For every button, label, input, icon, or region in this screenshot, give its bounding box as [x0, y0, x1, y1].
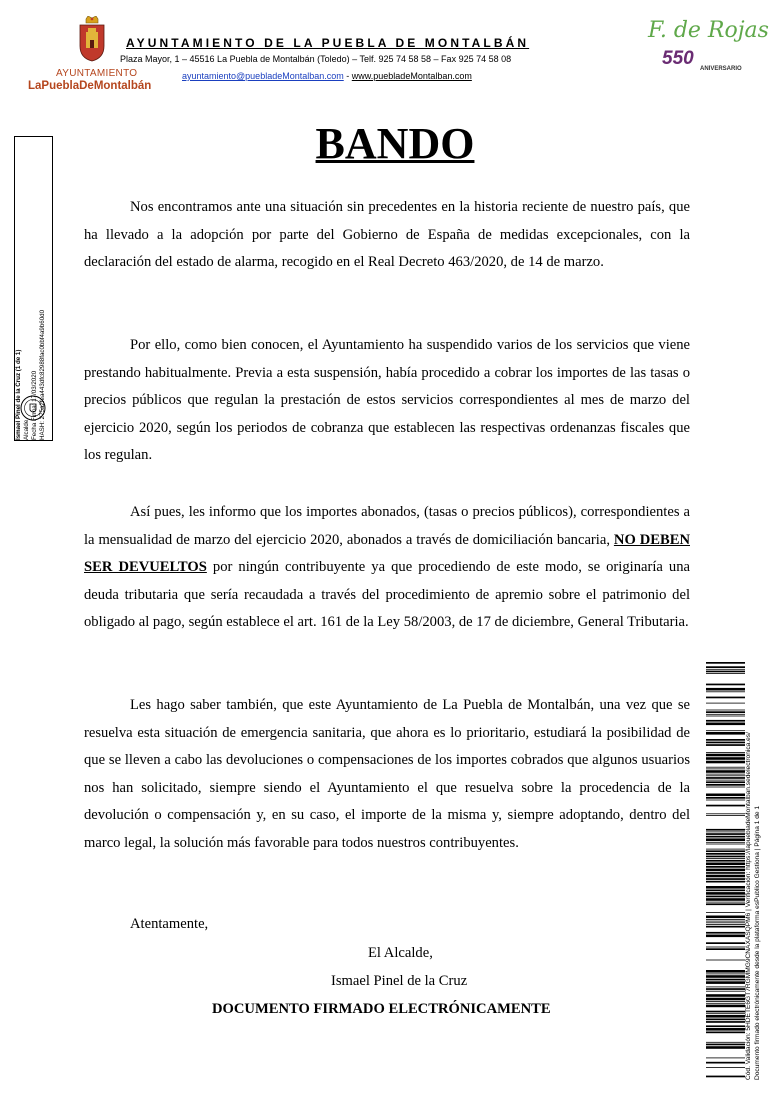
barcode-bar	[706, 970, 745, 973]
barcode-bar	[706, 710, 745, 711]
barcode-bar	[706, 815, 745, 816]
barcode-bar	[706, 1019, 745, 1021]
barcode-bar	[706, 742, 745, 744]
barcode-bar	[706, 987, 745, 988]
barcode-bar	[706, 942, 745, 944]
barcode-bar	[706, 935, 745, 938]
barcode-bar	[706, 844, 745, 845]
barcode-bar	[706, 671, 745, 673]
barcode-bar	[706, 924, 745, 925]
barcode-bar	[706, 767, 745, 768]
barcode-bar	[706, 998, 745, 1001]
barcode-bar	[706, 1025, 745, 1027]
barcode-bar	[706, 775, 745, 776]
paragraph-3-text-a: Así pues, les informo que los importes abonados, (tasas o precios públicos), correspondientes a la mensualidad de marzo del ejercicio 2020, abonados a través de domiciliación bancaria,	[84, 504, 690, 548]
barcode-bar	[706, 673, 745, 674]
barcode-bar	[706, 838, 745, 841]
seal-icon	[20, 395, 46, 421]
paragraph-2	[84, 332, 690, 470]
barcode-bar	[706, 860, 745, 862]
barcode-bar	[706, 754, 745, 757]
logo-text-town: LaPueblaDeMontalbán	[28, 80, 152, 92]
barcode-bar	[706, 947, 745, 948]
barcode-bar	[706, 1015, 745, 1018]
barcode-bar	[706, 774, 745, 775]
barcode-bar	[706, 872, 745, 874]
barcode-bar	[706, 800, 745, 801]
org-title: AYUNTAMIENTO DE LA PUEBLA DE MONTALBÁN	[126, 36, 530, 50]
paragraph-1-text: Nos encontramos ante una situación sin precedentes en la historia reciente de nuestro país, que ha llevado a la adopción por parte del Gobierno de España de medidas excepcionales, con la declaración del estado de alarma, recogido en el Real Decreto 463/2020, de 14 de marzo.	[84, 199, 690, 270]
barcode-bar	[706, 916, 745, 919]
signer-role: El Alcalde,	[368, 945, 433, 961]
barcode-bar	[706, 856, 745, 858]
signed-note: DOCUMENTO FIRMADO ELECTRÓNICAMENTE	[212, 1001, 551, 1017]
anniversary-number: 550	[662, 48, 694, 69]
website-link[interactable]: www.puebladeMontalban.com	[351, 71, 472, 81]
barcode-bar	[706, 981, 745, 984]
signature-date: Fecha Firma: 17/03/2020	[31, 370, 38, 440]
barcode-bar	[706, 1067, 745, 1068]
barcode-bar	[706, 669, 745, 670]
barcode-bar	[706, 711, 745, 713]
barcode-bar	[706, 842, 745, 843]
barcode-bar	[706, 881, 745, 883]
barcode-bar	[706, 975, 745, 978]
paragraph-3	[84, 499, 690, 637]
barcode-bar	[706, 832, 745, 833]
barcode-bar	[706, 797, 745, 799]
barcode-bar	[706, 853, 745, 855]
document-title: BANDO	[315, 119, 475, 168]
barcode-bar	[706, 784, 745, 786]
barcode-bar	[706, 829, 745, 831]
barcode-bar	[706, 869, 745, 872]
verification-line-1: Cód. Validación: 5HDETE6GT7RGMMG9CNAXASQPM6 | Verificación: https://lapuebladeMontalban.sedelectronica.es/	[745, 732, 752, 1080]
barcode-bar	[706, 1076, 745, 1078]
barcode-bar	[706, 979, 745, 981]
barcode-bar	[706, 948, 745, 950]
coat-of-arms-icon	[78, 16, 106, 62]
barcode-bar	[706, 691, 745, 692]
barcode-bar	[706, 886, 745, 889]
barcode-bar	[706, 919, 745, 920]
signer-name: Ismael Pinel de la Cruz	[331, 973, 468, 989]
barcode-bar	[706, 1058, 745, 1059]
barcode-bar	[706, 988, 745, 990]
barcode-bar	[706, 994, 745, 997]
paragraph-4-text: Les hago saber también, que este Ayuntamiento de La Puebla de Montalbán, una vez que se resuelva esta situación de emergencia sanitaria, que ahora es lo prioritario, estudiará la posibilidad de que se lleven a cabo las devoluciones o compensaciones de los importes cobrados que algunos usuarios nos han solicitado, siempre siendo el Ayuntamiento el que resuelva sobre la procedencia de la devolución o compensación y, en su caso, el importe de la misma y, siempre adoptando, dentro del marco legal, la solución más favorable para todos nuestros contribuyentes.	[84, 697, 690, 851]
barcode-bar	[706, 781, 745, 783]
barcode-bar	[706, 974, 745, 975]
barcode-bar	[706, 1011, 745, 1013]
barcode-bar	[706, 912, 745, 913]
barcode-bar	[706, 892, 745, 895]
barcode-bar	[706, 757, 745, 760]
barcode-bar	[706, 921, 745, 922]
barcode-bar	[706, 866, 745, 868]
barcode-bar	[706, 898, 745, 901]
emphasis-no-deben: NO DEBEN SER DEVUELTOS	[84, 531, 690, 575]
signature-hash: HASH: 275a2fea443dfc82988fac0bbf4a9b60d0	[39, 309, 46, 440]
barcode-bar	[706, 769, 745, 770]
barcode-bar	[706, 714, 745, 715]
barcode-bar	[706, 730, 745, 731]
barcode-bar	[706, 926, 745, 928]
anniversary-script: F. de Rojas	[648, 18, 769, 43]
barcode-bar	[706, 863, 745, 866]
barcode-bar	[706, 794, 745, 797]
barcode-bar	[706, 732, 745, 735]
barcode-bar	[706, 777, 745, 779]
org-address: Plaza Mayor, 1 – 45516 La Puebla de Montalbán (Toledo) – Telf. 925 74 58 58 – Fax 925 74 58 08	[120, 54, 512, 64]
verification-line-2: Documento firmado electrónicamente desde la plataforma esPublico Gestiona | Página 1 de 1	[754, 805, 761, 1080]
paragraph-2-text: Por ello, como bien conocen, el Ayuntamiento ha suspendido varios de los servicios que viene prestando habitualmente. Previa a esta suspensión, había procedido a cobrar los importes de las tasas o precios públicos que regulan la prestación de estos servicios correspondientes al mes de marzo del ejercicio 2020, según los periodos de cobranza que establecen las respectivas ordenanzas fiscales que los regulan.	[84, 337, 690, 463]
barcode-bar	[706, 744, 745, 746]
signature-name: Ismael Pinel de la Cruz (1 de 1)	[15, 349, 22, 440]
barcode-bar	[706, 813, 745, 814]
barcode-bar	[706, 1028, 745, 1031]
paragraph-4	[84, 692, 690, 857]
paragraph-3-text-b: por ningún contribuyente ya que procediendo de este modo, se originaría una deuda tributaria que sería recaudada a través del procedimiento de apremio sobre el patrimonio del obligado al pago, según establece el art. 161 de la Ley 58/2003, de 17 de diciembre, General Tributaria.	[84, 559, 690, 630]
barcode-bar	[706, 991, 745, 992]
barcode-bar	[706, 703, 745, 704]
barcode-bar	[706, 836, 745, 838]
barcode-bar	[706, 896, 745, 898]
barcode-bar	[706, 688, 745, 691]
barcode-bar	[706, 1005, 745, 1008]
barcode-bar	[706, 858, 745, 859]
barcode-bar	[706, 932, 745, 934]
barcode-bar	[706, 805, 745, 807]
barcode-bar	[706, 1003, 745, 1004]
barcode-bar	[706, 716, 745, 717]
barcode-bar	[706, 787, 745, 788]
barcode-bar	[706, 849, 745, 850]
barcode-bar	[706, 666, 745, 668]
barcode-bar	[706, 1042, 745, 1043]
contact-separator: -	[346, 71, 350, 81]
barcode-bar	[706, 875, 745, 878]
anniversary-label: ANIVERSARIO	[700, 66, 742, 72]
barcode-bar	[706, 850, 745, 852]
barcode-bar	[706, 1044, 745, 1046]
barcode-bar	[706, 833, 745, 835]
email-link[interactable]: ayuntamiento@puebladeMontalban.com	[182, 71, 344, 81]
barcode-bar	[706, 684, 745, 686]
barcode-bar	[706, 1013, 745, 1014]
barcode-bar	[706, 903, 745, 905]
barcode-bar	[706, 878, 745, 880]
barcode-bar	[706, 960, 745, 961]
barcode-bar	[706, 890, 745, 892]
barcode-bar	[706, 902, 745, 903]
barcode-bar	[706, 739, 745, 741]
barcode-bar	[706, 770, 745, 773]
paragraph-1	[84, 194, 690, 277]
barcode-bar	[706, 761, 745, 764]
closing: Atentamente,	[130, 916, 209, 932]
org-contact	[182, 71, 472, 81]
barcode-bar	[706, 780, 745, 781]
barcode-bar	[706, 1021, 745, 1023]
barcode-bar	[706, 922, 745, 923]
barcode-bar	[706, 723, 745, 726]
verification-text	[744, 660, 768, 1080]
barcode-bar	[706, 720, 745, 722]
barcode-bar	[706, 1032, 745, 1034]
barcode-bar	[706, 697, 745, 699]
barcode-icon	[706, 662, 745, 1078]
barcode-bar	[706, 1046, 745, 1049]
barcode-bar	[706, 662, 745, 664]
barcode-bar	[706, 752, 745, 753]
signature-role: Alcalde	[23, 419, 30, 440]
barcode-bar	[706, 1001, 745, 1002]
barcode-bar	[706, 1062, 745, 1064]
logo-text-ayuntamiento: AYUNTAMIENTO	[56, 68, 138, 79]
